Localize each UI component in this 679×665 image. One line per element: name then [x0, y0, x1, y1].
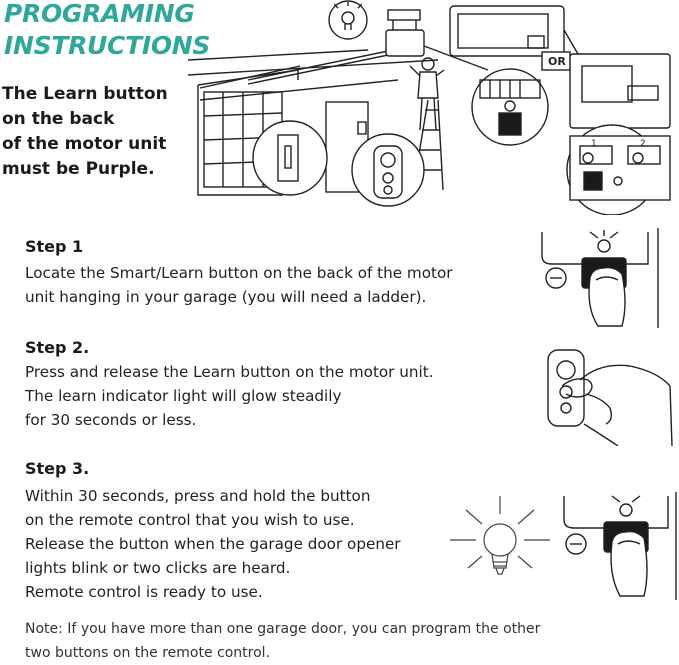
note-line: two buttons on the remote control. — [25, 645, 270, 661]
step-1-heading: Step 1 — [25, 237, 84, 256]
step-3-line: Remote control is ready to use. — [25, 583, 263, 601]
light-bulb-icon — [448, 492, 552, 590]
step-1-text — [25, 261, 453, 309]
learn-button-press-illustration — [538, 228, 679, 328]
step-2-line: for 30 seconds or less. — [25, 411, 197, 429]
step-1-line: Locate the Smart/Learn button on the back of the motor — [25, 264, 453, 282]
garage-illustration — [188, 0, 679, 215]
step-3-line: Within 30 seconds, press and hold the button — [25, 487, 371, 505]
page-title — [4, 0, 210, 62]
title-line-1: PROGRAMING — [4, 0, 195, 28]
terminal-label-1: 1 — [591, 139, 597, 149]
step-3-heading: Step 3. — [25, 459, 90, 478]
step-2-text — [25, 360, 434, 432]
step-3-text — [25, 484, 401, 604]
or-label: OR — [548, 55, 566, 68]
terminal-label-2: 2 — [640, 139, 646, 149]
remote-press-illustration — [540, 336, 675, 446]
intro-line: on the back — [2, 109, 115, 129]
step-3-line: lights blink or two clicks are heard. — [25, 559, 291, 577]
intro-text — [2, 82, 168, 182]
step-1-line: unit hanging in your garage (you will need a ladder). — [25, 288, 427, 306]
intro-line: must be Purple. — [2, 159, 155, 179]
step-2-heading: Step 2. — [25, 338, 90, 357]
step-3-line: Release the button when the garage door opener — [25, 535, 401, 553]
step-2-line: The learn indicator light will glow steadily — [25, 387, 342, 405]
title-line-2: INSTRUCTIONS — [4, 31, 211, 60]
note-text — [25, 617, 540, 665]
step-2-line: Press and release the Learn button on the motor unit. — [25, 363, 434, 381]
intro-line: of the motor unit — [2, 134, 167, 154]
learn-button-hold-illustration — [560, 492, 679, 600]
note-line: Note: If you have more than one garage door, you can program the other — [25, 621, 541, 637]
intro-line: The Learn button — [2, 84, 168, 104]
step-3-line: on the remote control that you wish to use. — [25, 511, 355, 529]
